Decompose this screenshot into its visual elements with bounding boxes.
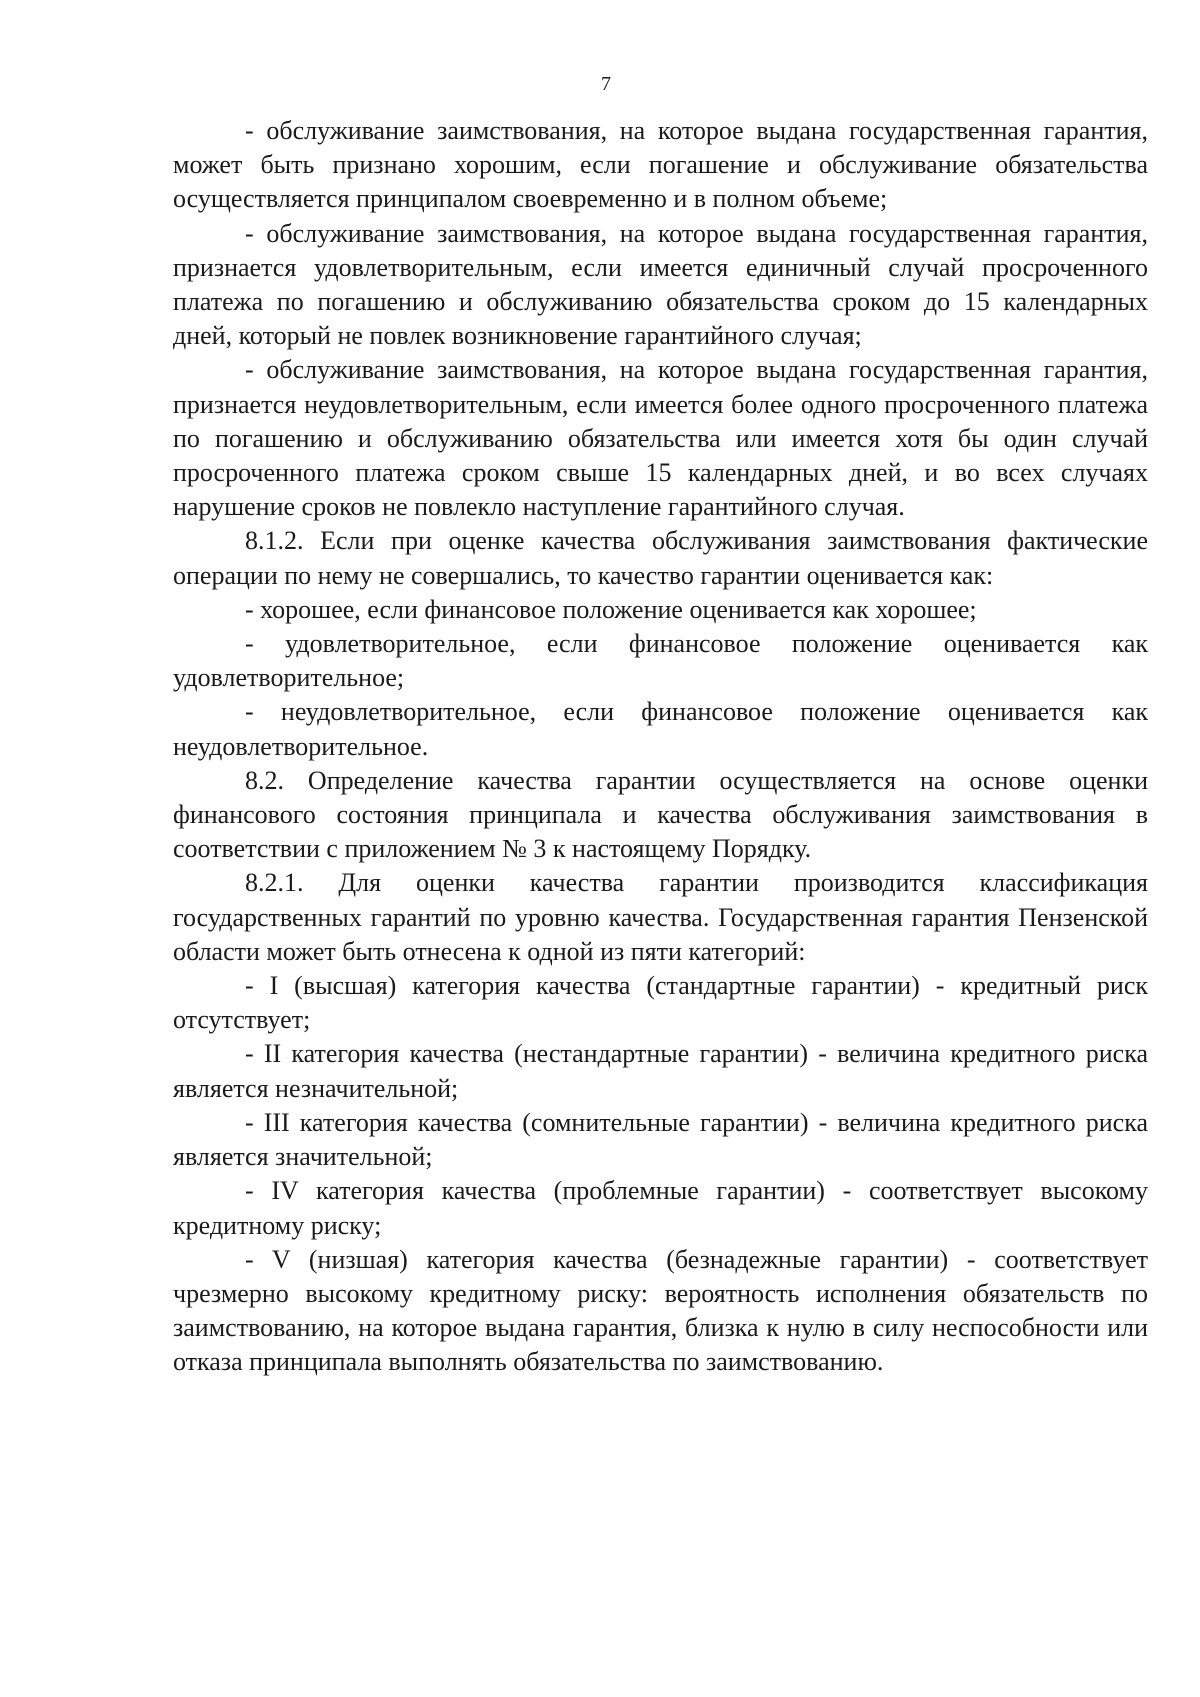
paragraph-category-2: - II категория качества (нестандартные гарантии) - величина кредитного риска является незначительной; bbox=[173, 1039, 1148, 1103]
paragraph-quality-satisfactory: - удовлетворительное, если финансовое положение оценивается как удовлетворительное; bbox=[173, 629, 1148, 693]
paragraph-category-5: - V (низшая) категория качества (безнадежные гарантии) - соответствует чрезмерно высокому кредитному риску: вероятность исполнения обязательств по заимствованию, на которое выдана гарантия, близка к нулю в силу неспособности или отказа принципала выполнять обязательства по заимствованию. bbox=[173, 1244, 1148, 1377]
document-body bbox=[173, 114, 1148, 1380]
paragraph-service-unsatisfactory: - обслуживание заимствования, на которое выдана государственная гарантия, признается неудовлетворительным, если имеется более одного просроченного платежа по погашению и обслуживанию обязательства или имеется хотя бы один случай просроченного платежа сроком свыше 15 календарных дней, и во всех случаях нарушение сроков не повлекло наступление гарантийного случая. bbox=[173, 355, 1148, 522]
paragraph-category-3: - III категория качества (сомнительные гарантии) - величина кредитного риска является значительной; bbox=[173, 1107, 1148, 1172]
paragraph-category-1: - I (высшая) категория качества (стандартные гарантии) - кредитный риск отсутствует; bbox=[173, 971, 1148, 1035]
paragraph-8-2: 8.2. Определение качества гарантии осуществляется на основе оценки финансового состояния принципала и качества обслуживания заимствования в соответствии с приложением № 3 к настоящему Порядку. bbox=[173, 765, 1148, 864]
paragraph-8-1-2: 8.1.2. Если при оценке качества обслуживания заимствования фактические операции по нему не совершались, то качество гарантии оценивается как: bbox=[173, 526, 1148, 590]
paragraph-service-good: - обслуживание заимствования, на которое выдана государственная гарантия, может быть признано хорошим, если погашение и обслуживание обязательства осуществляется принципалом своевременно и в полном объеме; bbox=[173, 116, 1148, 214]
page-number: 7 bbox=[601, 73, 611, 95]
paragraph-quality-unsatisfactory: - неудовлетворительное, если финансовое положение оценивается как неудовлетворительное. bbox=[173, 697, 1148, 761]
paragraph-quality-good: - хорошее, если финансовое положение оценивается как хорошее; bbox=[245, 594, 977, 624]
paragraph-service-satisfactory: - обслуживание заимствования, на которое выдана государственная гарантия, признается удовлетворительным, если имеется единичный случай просроченного платежа по погашению и обслуживанию обязательства сроком до 15 календарных дней, который не повлек возникновение гарантийного случая; bbox=[173, 218, 1148, 351]
paragraph-8-2-1: 8.2.1. Для оценки качества гарантии производится классификация государственных гарантий по уровню качества. Государственная гарантия Пензенской области может быть отнесена к одной из пяти категорий: bbox=[173, 868, 1148, 966]
paragraph-category-4: - IV категория качества (проблемные гарантии) - соответствует высокому кредитному риску; bbox=[173, 1176, 1148, 1240]
